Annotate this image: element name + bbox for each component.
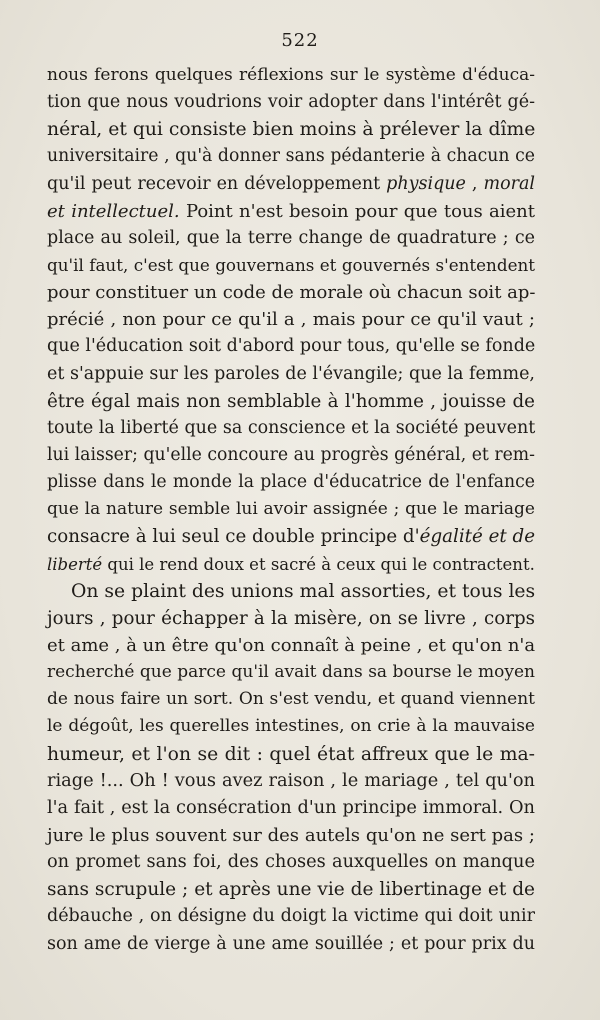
text-line: précié , non pour ce qu'il a , mais pour ce qu'il vaut ; (47, 309, 535, 331)
italic-text: égalité et de (419, 526, 536, 548)
text-line: jours , pour échapper à la misère, on se livre , corps (47, 607, 535, 629)
text-line: débauche , on désigne du doigt la victime qui doit unir (47, 906, 535, 927)
italic-text: moral (483, 173, 535, 194)
text-line: plisse dans le monde la place d'éducatrice de l'enfance (47, 472, 535, 493)
text-line: place au soleil, que la terre change de quadrature ; ce (47, 227, 535, 248)
text-line: de nous faire un sort. On s'est vendu, et quand viennent (47, 689, 535, 710)
text-line: le dégoût, les querelles intestines, on crie à la mauvaise (47, 716, 535, 737)
text-run: , (465, 173, 484, 194)
text-line: que la nature semble lui avoir assignée ; que le mariage (47, 499, 535, 520)
text-line: qu'il faut, c'est que gouvernans et gouvernés s'entendent (47, 254, 535, 275)
text-line: riage !... Oh ! vous avez raison , le mariage , tel qu'on (47, 770, 535, 791)
text-line: l'a fait , est la consécration d'un principe immoral. On (47, 797, 535, 818)
text-line: jure le plus souvent sur des autels qu'on ne sert pas ; (47, 824, 535, 846)
text-line: et s'appuie sur les paroles de l'évangile; que la femme, (47, 363, 535, 384)
body-text (47, 62, 535, 958)
text-line: toute la liberté que sa conscience et la société peuvent (47, 417, 536, 438)
text-line: néral, et qui consiste bien moins à prélever la dîme (47, 119, 536, 141)
text-line: tion que nous voudrions voir adopter dans l'intérêt gé- (47, 92, 535, 113)
text-run: qui le rend doux et sacré à ceux qui le contractent. (102, 554, 535, 574)
italic-text: liberté (47, 554, 103, 574)
text-line: et ame , à un être qu'on connaît à peine , et qu'on n'a (47, 634, 536, 656)
text-run: consacre à lui seul ce double principe d' (47, 526, 420, 548)
text-line: pour constituer un code de morale où chacun soit ap- (47, 282, 536, 304)
text-line (47, 198, 535, 225)
text-line: lui laisser; qu'elle concoure au progrès général, et rem- (47, 444, 535, 465)
page-number: 522 (281, 30, 319, 51)
text-line: nous ferons quelques réflexions sur le système d'éduca- (47, 65, 535, 85)
text-line: on promet sans foi, des choses auxquelles on manque (47, 852, 535, 873)
text-line (47, 171, 535, 198)
text-line: que l'éducation soit d'abord pour tous, qu'elle se fonde (47, 336, 536, 357)
text-line: être égal mais non semblable à l'homme , jouisse de (47, 390, 535, 412)
italic-text: et intellectuel. (47, 200, 180, 222)
text-line: recherché que parce qu'il avait dans sa bourse le moyen (47, 662, 535, 683)
text-run: qu'il peut recevoir en développement (47, 173, 387, 194)
text-line: On se plaint des unions mal assorties, et tous les (71, 580, 536, 602)
text-line: humeur, et l'on se dit : quel état affreux que le ma- (47, 743, 535, 765)
text-line (47, 551, 535, 578)
text-line: son ame de vierge à une ame souillée ; et pour prix du (47, 933, 535, 954)
text-line: sans scrupule ; et après une vie de libertinage et de (47, 879, 535, 901)
text-line (47, 523, 535, 550)
italic-text: physique (386, 173, 466, 194)
text-run: Point n'est besoin pour que tous aient (179, 200, 536, 222)
text-line: universitaire , qu'à donner sans pédanterie à chacun ce (47, 146, 535, 167)
